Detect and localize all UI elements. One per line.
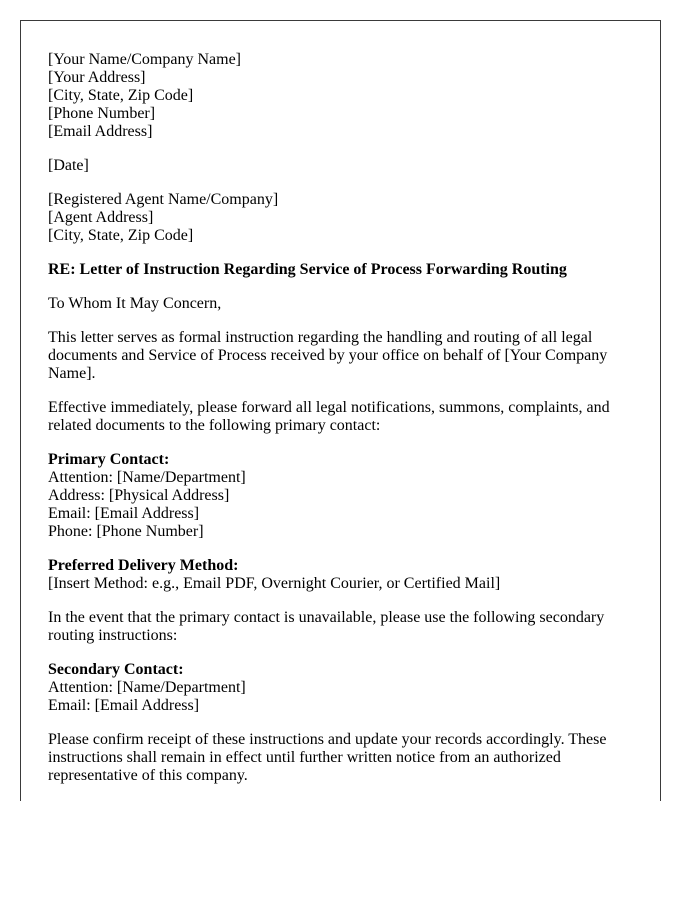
delivery-method-line: [Insert Method: e.g., Email PDF, Overnight Courier, or Certified Mail] (48, 575, 501, 592)
recipient-address-line: [Agent Address] (48, 209, 154, 226)
primary-contact-address-line: Address: [Physical Address] (48, 487, 230, 504)
subject-line: RE: Letter of Instruction Regarding Service of Process Forwarding Routing (48, 261, 567, 278)
secondary-contact-block (48, 661, 633, 715)
primary-contact-attention-line: Attention: [Name/Department] (48, 469, 246, 486)
recipient-name-line: [Registered Agent Name/Company] (48, 191, 279, 208)
letter-page (20, 20, 661, 801)
intro-paragraph: This letter serves as formal instruction regarding the handling and routing of all legal documents and Service of Process received by your office on behalf of [Your Company Name]. (48, 329, 608, 382)
forwarding-paragraph: Effective immediately, please forward all legal notifications, summons, complaints, and related documents to the following primary contact: (48, 399, 610, 434)
date-line: [Date] (48, 157, 89, 174)
date-block (48, 157, 633, 175)
fallback-paragraph: In the event that the primary contact is unavailable, please use the following secondary routing instructions: (48, 609, 605, 644)
primary-contact-heading: Primary Contact: (48, 451, 170, 468)
secondary-contact-heading: Secondary Contact: (48, 661, 184, 678)
sender-name-line: [Your Name/Company Name] (48, 51, 242, 68)
sender-phone-line: [Phone Number] (48, 105, 156, 122)
sender-address-block (48, 51, 633, 141)
delivery-method-block (48, 557, 633, 593)
sender-address-line: [Your Address] (48, 69, 146, 86)
sender-email-line: [Email Address] (48, 123, 153, 140)
recipient-address-block (48, 191, 633, 245)
sender-city-line: [City, State, Zip Code] (48, 87, 194, 104)
delivery-method-heading: Preferred Delivery Method: (48, 557, 239, 574)
secondary-contact-attention-line: Attention: [Name/Department] (48, 679, 246, 696)
primary-contact-email-line: Email: [Email Address] (48, 505, 200, 522)
salutation: To Whom It May Concern, (48, 295, 222, 312)
recipient-city-line: [City, State, Zip Code] (48, 227, 194, 244)
secondary-contact-email-line: Email: [Email Address] (48, 697, 200, 714)
primary-contact-phone-line: Phone: [Phone Number] (48, 523, 204, 540)
closing-paragraph: Please confirm receipt of these instructions and update your records accordingly. These instructions shall remain in effect until further written notice from an authorized representative of this company. (48, 731, 607, 784)
primary-contact-block (48, 451, 633, 541)
